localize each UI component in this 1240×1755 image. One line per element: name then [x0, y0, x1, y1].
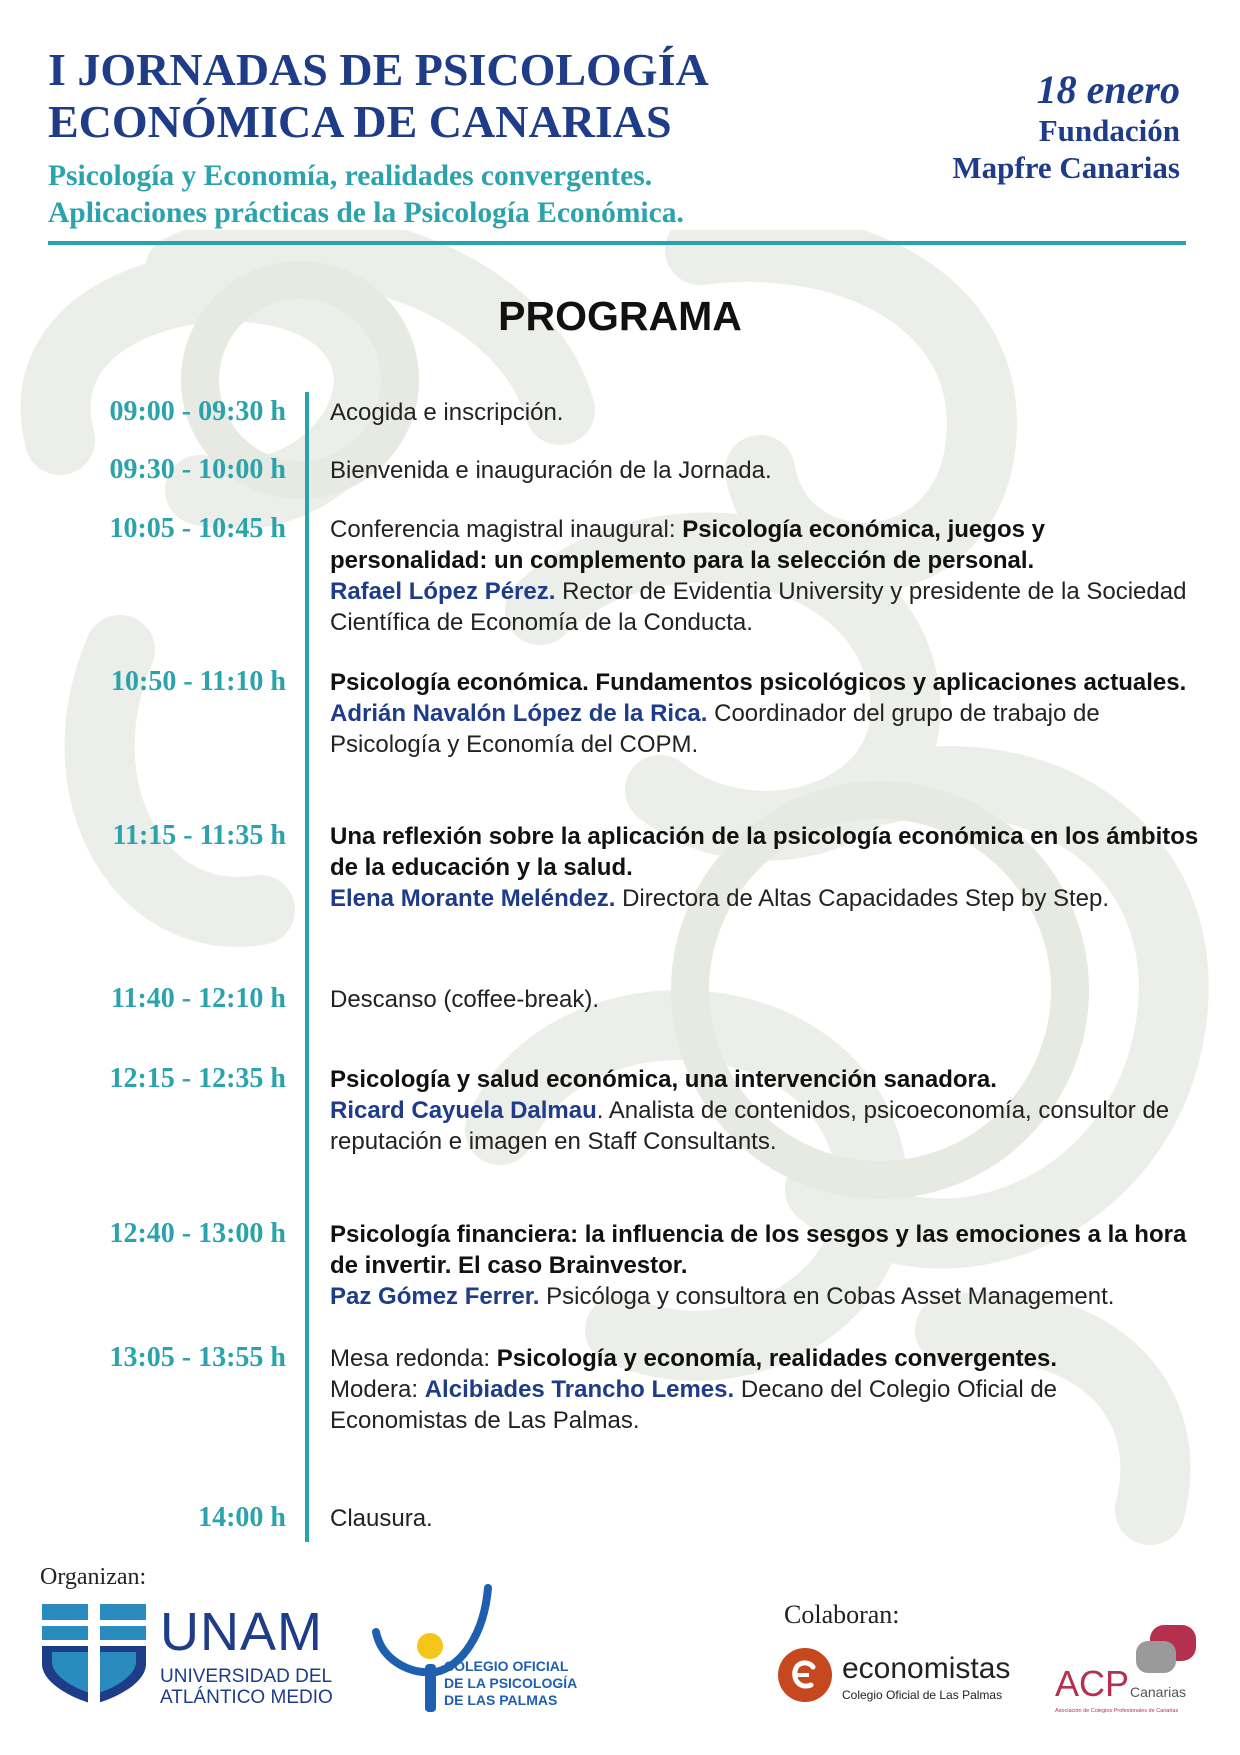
subtitle-line-2: Aplicaciones prácticas de la Psicología Económica.	[48, 197, 684, 229]
speaker-role: Psicóloga y consultora en Cobas Asset Management.	[539, 1283, 1115, 1310]
unam-shield-icon	[42, 1604, 146, 1704]
schedule-content	[330, 514, 1200, 638]
event-subtitle	[48, 158, 709, 232]
schedule-content	[330, 984, 1200, 1015]
program-heading: PROGRAMA	[498, 293, 742, 339]
timeline-line	[305, 392, 309, 1542]
schedule-time: 12:40 - 13:00 h	[109, 1218, 286, 1249]
economistas-logo-text: economistas	[842, 1652, 1011, 1685]
schedule-text: Descanso (coffee-break).	[330, 986, 600, 1013]
header	[48, 44, 709, 232]
schedule-content	[330, 1064, 1200, 1157]
schedule-content	[330, 1343, 1200, 1436]
acp-subtitle: Asociación de Colegios Profesionales de Canarias	[1055, 1708, 1179, 1714]
unam-subtitle-line-1: UNIVERSIDAD DEL	[160, 1666, 333, 1687]
economistas-subtitle: Colegio Oficial de Las Palmas	[842, 1688, 1003, 1702]
schedule-text: Bienvenida e inauguración de la Jornada.	[330, 457, 772, 484]
cop-line-1: COLEGIO OFICIAL	[444, 1658, 569, 1674]
schedule-content	[330, 397, 1200, 428]
speaker-name: Paz Gómez Ferrer.	[330, 1283, 540, 1310]
speaker-role: Decano del Colegio Oficial de Economistas de Las Palmas.	[330, 1376, 1058, 1434]
schedule-time: 14:00 h	[198, 1502, 286, 1533]
event-info	[952, 68, 1180, 186]
event-date: 18 enero	[1036, 67, 1180, 112]
schedule-content	[330, 455, 1200, 486]
speaker-name: Rafael López Pérez.	[330, 578, 556, 605]
acp-logo-text: ACP	[1055, 1663, 1130, 1704]
unam-logo-text: UNAM	[160, 1602, 323, 1662]
session-type: Conferencia magistral inaugural:	[330, 516, 683, 543]
session-type: Mesa redonda:	[330, 1345, 497, 1372]
schedule-content	[330, 667, 1200, 760]
schedule-content	[330, 821, 1200, 914]
schedule-time: 09:30 - 10:00 h	[109, 454, 286, 485]
schedule-time: 09:00 - 09:30 h	[109, 396, 286, 427]
speaker-role: . Analista de contenidos, psicoeconomía, consultor de reputación e imagen en Staff Consultants.	[330, 1097, 1170, 1155]
speaker-role: Coordinador del grupo de trabajo de Psicología y Economía del COPM.	[330, 700, 1100, 758]
subtitle-line-1: Psicología y Economía, realidades convergentes.	[48, 160, 653, 192]
schedule-text: Acogida e inscripción.	[330, 399, 564, 426]
venue-line-2: Mapfre Canarias	[952, 150, 1180, 185]
title-line-1: I JORNADAS DE PSICOLOGÍA	[48, 44, 709, 95]
unam-subtitle	[160, 1666, 333, 1708]
cop-line-2: DE LA PSICOLOGÍA	[444, 1675, 578, 1691]
session-title: Psicología y economía, realidades convergentes.	[496, 1345, 1057, 1372]
moderator-prefix: Modera:	[330, 1376, 425, 1403]
session-title: Una reflexión sobre la aplicación de la psicología económica en los ámbitos de la educación y la salud.	[330, 823, 1199, 881]
unam-subtitle-line-2: ATLÁNTICO MEDIO	[160, 1687, 333, 1708]
schedule-content	[330, 1219, 1200, 1312]
acp-logo-icon	[1128, 1625, 1200, 1681]
event-title	[48, 44, 709, 148]
schedule-time: 13:05 - 13:55 h	[109, 1342, 286, 1373]
cop-line-3: DE LAS PALMAS	[444, 1692, 558, 1708]
schedule-content	[330, 1503, 1200, 1534]
session-title: Psicología financiera: la influencia de los sesgos y las emociones a la hora de invertir. El caso Brainvestor.	[330, 1221, 1187, 1279]
speaker-name: Elena Morante Meléndez.	[330, 885, 616, 912]
organizers-label: Organizan:	[40, 1564, 147, 1590]
speaker-name: Ricard Cayuela Dalmau	[330, 1097, 597, 1124]
cop-figure-icon	[372, 1584, 492, 1714]
schedule-time: 12:15 - 12:35 h	[109, 1063, 286, 1094]
schedule-time: 10:05 - 10:45 h	[109, 513, 286, 544]
collaborators-label: Colaboran:	[784, 1600, 900, 1629]
session-title: Psicología económica. Fundamentos psicológicos y aplicaciones actuales.	[330, 669, 1187, 696]
session-title: Psicología económica, juegos y personalidad: un complemento para la selección de personal.	[330, 516, 1045, 574]
session-title: Psicología y salud económica, una intervención sanadora.	[330, 1066, 997, 1093]
schedule-time: 11:40 - 12:10 h	[111, 983, 286, 1014]
schedule-time: 10:50 - 11:10 h	[111, 666, 286, 697]
economistas-logo-icon	[777, 1647, 833, 1703]
title-line-2: ECONÓMICA DE CANARIAS	[48, 96, 672, 147]
speaker-name: Adrián Navalón López de la Rica.	[330, 700, 708, 727]
acp-canarias-text: Canarias	[1130, 1684, 1187, 1700]
speaker-role: Rector de Evidentia University y presidente de la Sociedad Científica de Economía de la Conducta.	[330, 578, 1187, 636]
header-divider	[48, 241, 1186, 245]
schedule-text: Clausura.	[330, 1505, 433, 1532]
speaker-role: Directora de Altas Capacidades Step by Step.	[615, 885, 1110, 912]
schedule-time: 11:15 - 11:35 h	[112, 820, 286, 851]
venue-line-1: Fundación	[1038, 113, 1180, 148]
speaker-name: Alcibiades Trancho Lemes.	[424, 1376, 735, 1403]
